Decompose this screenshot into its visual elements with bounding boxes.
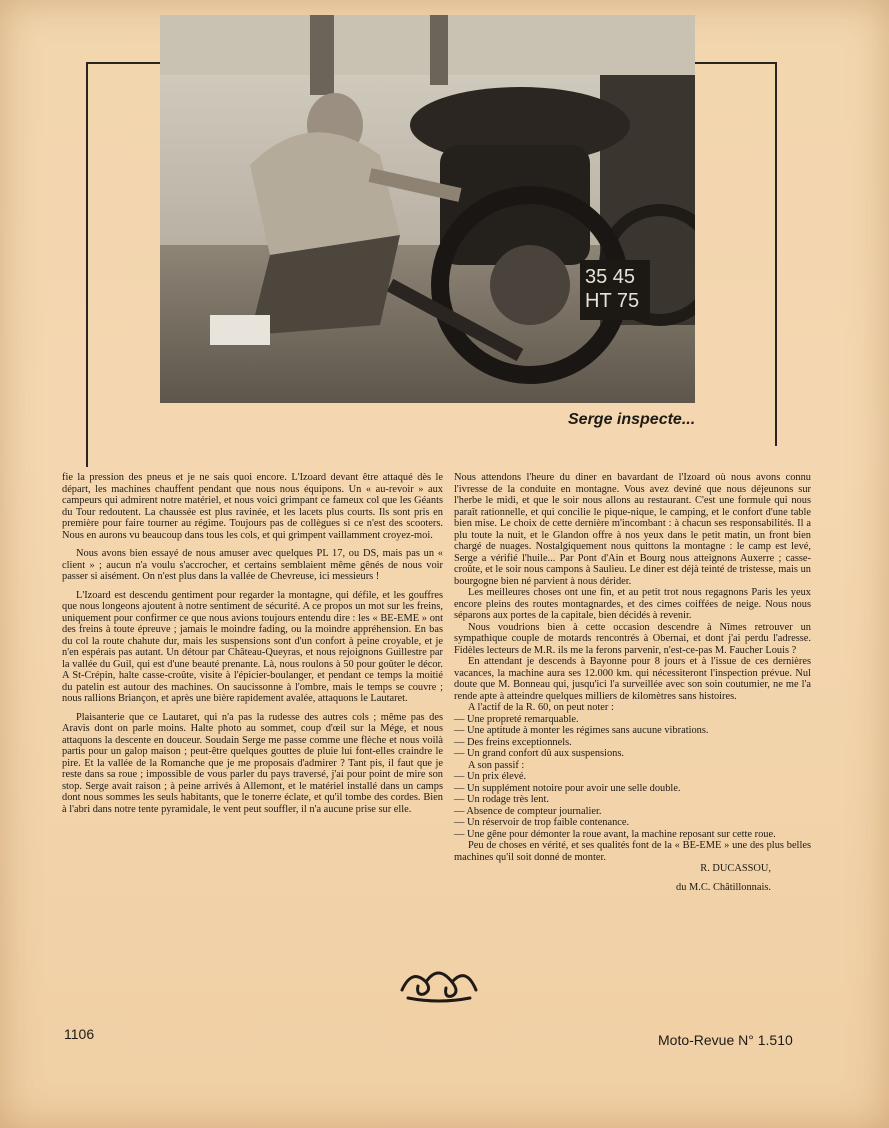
photo-caption: Serge inspecte... bbox=[568, 411, 696, 428]
frame-rule-top-left bbox=[86, 62, 162, 64]
closing-paragraph: Peu de choses en vérité, et ses qualités font de la « BE-EME » une des plus belles machines qu'il soit donné de monter. bbox=[454, 840, 811, 863]
list-item: — Des freins exceptionnels. bbox=[454, 736, 572, 748]
paragraph: fie la pression des pneus et je ne sais quoi encore. L'Izoard devant être attaqué dès le départ, les machines chauffent pendant que nous nous équipons. Un « au-revoir » aux campeurs qui admirent notre matériel, et nous voici grimpant ce fameux col que les Géants du Tour redoutent. La chaussée est plus ravinée, et les lacets plus courts. Ils sont pris en première pour faire tourner au régime. Toujours pas de collègues si ce n'est des scooters. Nous en aurons vu beaucoup dans tous les cols, et qui grimpent vaillamment croyez-moi. bbox=[62, 472, 443, 541]
paragraph: Plaisanterie que ce Lautaret, qui n'a pas la rudesse des autres cols ; même pas des Aravis dont on parle moins. Halte photo au sommet, coup d'œil sur la Mége, et nous attaquons la descente en douceur. Soudain Serge me passe comme une flèche et nous voilà partis pour un galop maison ; peut-être quelques gouttes de pluie lui font-elles craindre le pire. Et la vallée de la Romanche que je me proposais d'admirer ? Tant pis, il faut que je reste dans sa roue ; impossible de vous parler du pays traversé, j'ai pour point de mire son stop. Serge avait raison ; à peine arrivés à Allemont, et le matériel installé dans un camps dont nous sommes les seuls habitants, que le tonerre éclate, et qu'il tombe des cordes. Bien à l'abri dans notre tente pyramidale, le vent peut souffler, il n'a aucune prise sur elle. bbox=[62, 711, 443, 815]
motorcycle-photo bbox=[160, 15, 695, 403]
list-item: — Un rodage très lent. bbox=[454, 794, 549, 805]
frame-rule-top-right bbox=[695, 62, 777, 64]
paragraph: Nous avons bien essayé de nous amuser avec quelques PL 17, ou DS, mais pas un « client » ; aucun n'a voulu s'accrocher, et certains semblaient même gênés de nous voir passer si aisément. On n'est plus dans la vallée de Chevreuse, ici messieurs ! bbox=[62, 548, 443, 582]
magazine-issue: Moto-Revue N° 1.510 bbox=[658, 1032, 793, 1048]
paragraph: L'Izoard est descendu gentiment pour regarder la montagne, qui défile, et les gouffres que nous longeons ajoutent à notre sentiment de sécurité. A ce propos un mot sur les freins, uniquement pour confirmer ce que nous avions toujours entendu dire : les « BE-EME » ont des freins à toute épreuve ; jamais le moindre fading, ou la moindre appréhension. En bas du col la route chahute dur, mais les suspensions sont d'un confort à peine croyable, et je n'en espérais pas autant. Un détour par Château-Queyras, et nous rejoignons Guillestre par la vallée du Guil, qui est d'une beauté prenante. Là, nous roulons à 50 pour goûter le décor. A St-Crépin, halte casse-croûte, visite à l'épicier-boulanger, et pendant ce temps la moitié du patelin est autour des machines. On saucissonne à l'ombre, mais le temps se couvre ; nous rallions Briançon, et après une bière rapidement avalée, attaquons le Lautaret. bbox=[62, 589, 443, 704]
article-column-right bbox=[454, 472, 811, 900]
passif-intro: A son passif : bbox=[468, 759, 525, 771]
list-item: — Un prix élevé. bbox=[454, 771, 527, 782]
page-number: 1106 bbox=[64, 1026, 95, 1042]
article-column-left bbox=[62, 472, 443, 822]
plate-line-2: HT 75 bbox=[585, 290, 640, 312]
list-item: — Absence de compteur journalier. bbox=[454, 805, 602, 817]
motorcycle-photo-icon bbox=[160, 15, 695, 403]
list-item: — Une gêne pour démonter la roue avant, la machine reposant sur cette roue. bbox=[454, 828, 776, 840]
paragraph: Nous attendons l'heure du diner en bavardant de l'Izoard où nous avons connu l'ivresse de la conduite en montagne. Vous avez deviné que nous déjeunons sur l'herbe le midi, et que le soir nous allons au restaurant. C'est une formule qui nous paraît rationnelle, et qui concilie le pique-nique, le camping, et le confort d'une table bien mise. Le choix de cette dernière m'incombant : à chacun ses responsabilités. Il a plu toute la nuit, et le Glandon offre à nos yeux dans le petit matin, un front bien chargé de nuages. Nostalgiquement nous quittons la montagne : le camp est levé, Serge a vérifié l'huile... Par Pont d'Ain et Bourg nous atteignons Auxerre ; casse-croûte, et le soir nous campons à Saulieu. Le diner est déjà teinté de tristesse, mais un bourgogne bien né parvient à nous dérider. bbox=[454, 472, 811, 587]
frame-rule-left bbox=[86, 62, 88, 467]
list-item: — Un réservoir de trop faible contenance. bbox=[454, 817, 630, 828]
actif-intro: A l'actif de la R. 60, on peut noter : bbox=[468, 702, 614, 713]
decorative-flourish-icon bbox=[398, 960, 480, 1004]
list-item: — Une aptitude à monter les régimes sans aucune vibrations. bbox=[454, 725, 709, 736]
list-item: — Une propreté remarquable. bbox=[454, 713, 579, 725]
list-item: — Un supplément notoire pour avoir une selle double. bbox=[454, 782, 681, 794]
paragraph: Nous voudrions bien à cette occasion descendre à Nîmes retrouver un sympathique couple de motards rencontrés à Obernai, et dont j'ai perdu l'adresse. Fidèles lecteurs de M.R. ils me la ferons parvenir, n'est-ce-pas M. Faucher Louis ? bbox=[454, 621, 811, 656]
plate-line-1: 35 45 bbox=[585, 266, 636, 288]
passif-list bbox=[454, 771, 811, 840]
frame-rule-right bbox=[775, 62, 777, 446]
paragraph: Les meilleures choses ont une fin, et au petit trot nous regagnons Paris les yeux encore pleins des routes montagnardes, et des cimes coiffées de neige. Nous nous séparons aux portes de la capitale, bien décidés à revenir. bbox=[454, 587, 811, 621]
signature-club: du M.C. Châtillonnais. bbox=[676, 881, 771, 893]
list-item: — Un grand confort dû aux suspensions. bbox=[454, 748, 624, 759]
paragraph: En attendant je descends à Bayonne pour 8 jours et à l'issue de ces dernières vacances, la machine aura ses 12.000 km. qui nécessiteront l'inspection prévue. Nul doute que M. Bonneau qui, jusqu'ici l'a surveillée avec son soin coutumier, ne me l'a rende apte à atteindre quelques milliers de kilomètres sans histoires. bbox=[454, 656, 811, 702]
signature-name: R. DUCASSOU, bbox=[700, 863, 771, 874]
actif-list bbox=[454, 714, 811, 760]
